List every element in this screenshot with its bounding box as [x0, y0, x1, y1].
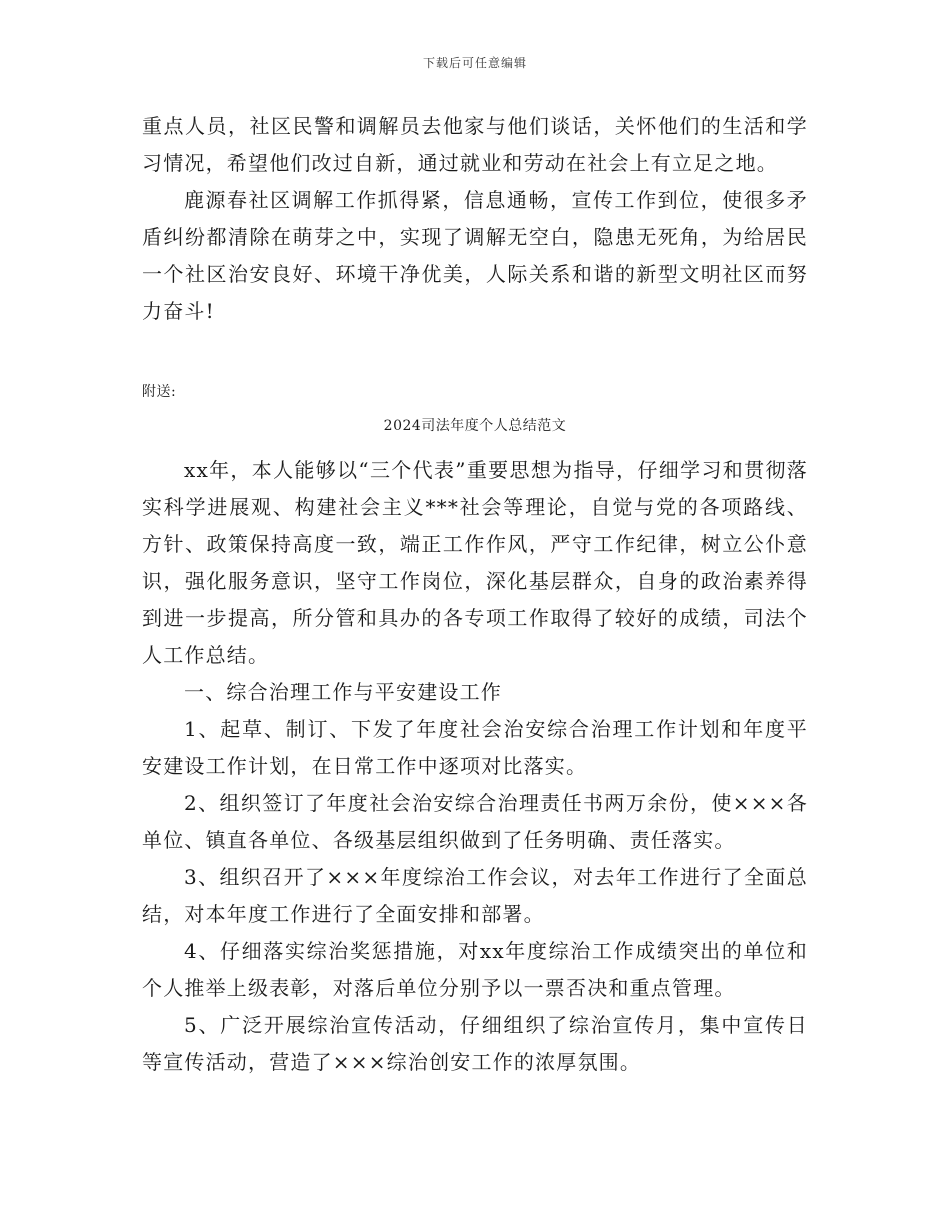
spacer — [142, 330, 808, 382]
document-body — [142, 108, 808, 1081]
attachment-label: 附送: — [142, 384, 177, 400]
list-item-4: 4、仔细落实综治奖惩措施，对xx年度综治工作成绩突出的单位和个人推举上级表彰，对落后单位分别予以一票否决和重点管理。 — [142, 939, 808, 1000]
list-item-3: 3、组织召开了×××年度综治工作会议，对去年工作进行了全面总结，对本年度工作进行了全面安排和部署。 — [142, 865, 808, 926]
list-item-5: 5、广泛开展综治宣传活动，仔细组织了综治宣传月，集中宣传日等宣传活动，营造了×××综治创安工作的浓厚氛围。 — [142, 1013, 808, 1074]
paragraph-summary: xx年，本人能够以“三个代表”重要思想为指导，仔细学习和贯彻落实科学进展观、构建社会主义***社会等理论，自觉与党的各项路线、方针、政策保持高度一致，端正工作作风，严守工作纪律，树立公仆意识，强化服务意识，坚守工作岗位，深化基层群众，自身的政治素养得到进一步提高，所分管和具办的各专项工作取得了较好的成绩，司法个人工作总结。 — [142, 458, 808, 667]
list-item-2: 2、组织签订了年度社会治安综合治理责任书两万余份，使×××各单位、镇直各单位、各级基层组织做到了任务明确、责任落实。 — [142, 791, 808, 852]
paragraph-top-2: 鹿源春社区调解工作抓得紧，信息通畅，宣传工作到位，使很多矛盾纠纷都清除在萌芽之中，实现了调解无空白，隐患无死角，为给居民一个社区治安良好、环境干净优美，人际关系和谐的新型文明社区而努力奋斗! — [142, 188, 808, 323]
page-header: 下载后可任意编辑 — [422, 56, 527, 70]
section-title: 2024司法年度个人总结范文 — [383, 418, 567, 434]
section-heading-1: 一、综合治理工作与平安建设工作 — [184, 680, 502, 704]
paragraph-top-1: 重点人员，社区民警和调解员去他家与他们谈话，关怀他们的生活和学习情况，希望他们改过自新，通过就业和劳动在社会上有立足之地。 — [142, 114, 808, 175]
list-item-1: 1、起草、制订、下发了年度社会治安综合治理工作计划和年度平安建设工作计划，在日常工作中逐项对比落实。 — [142, 717, 808, 778]
